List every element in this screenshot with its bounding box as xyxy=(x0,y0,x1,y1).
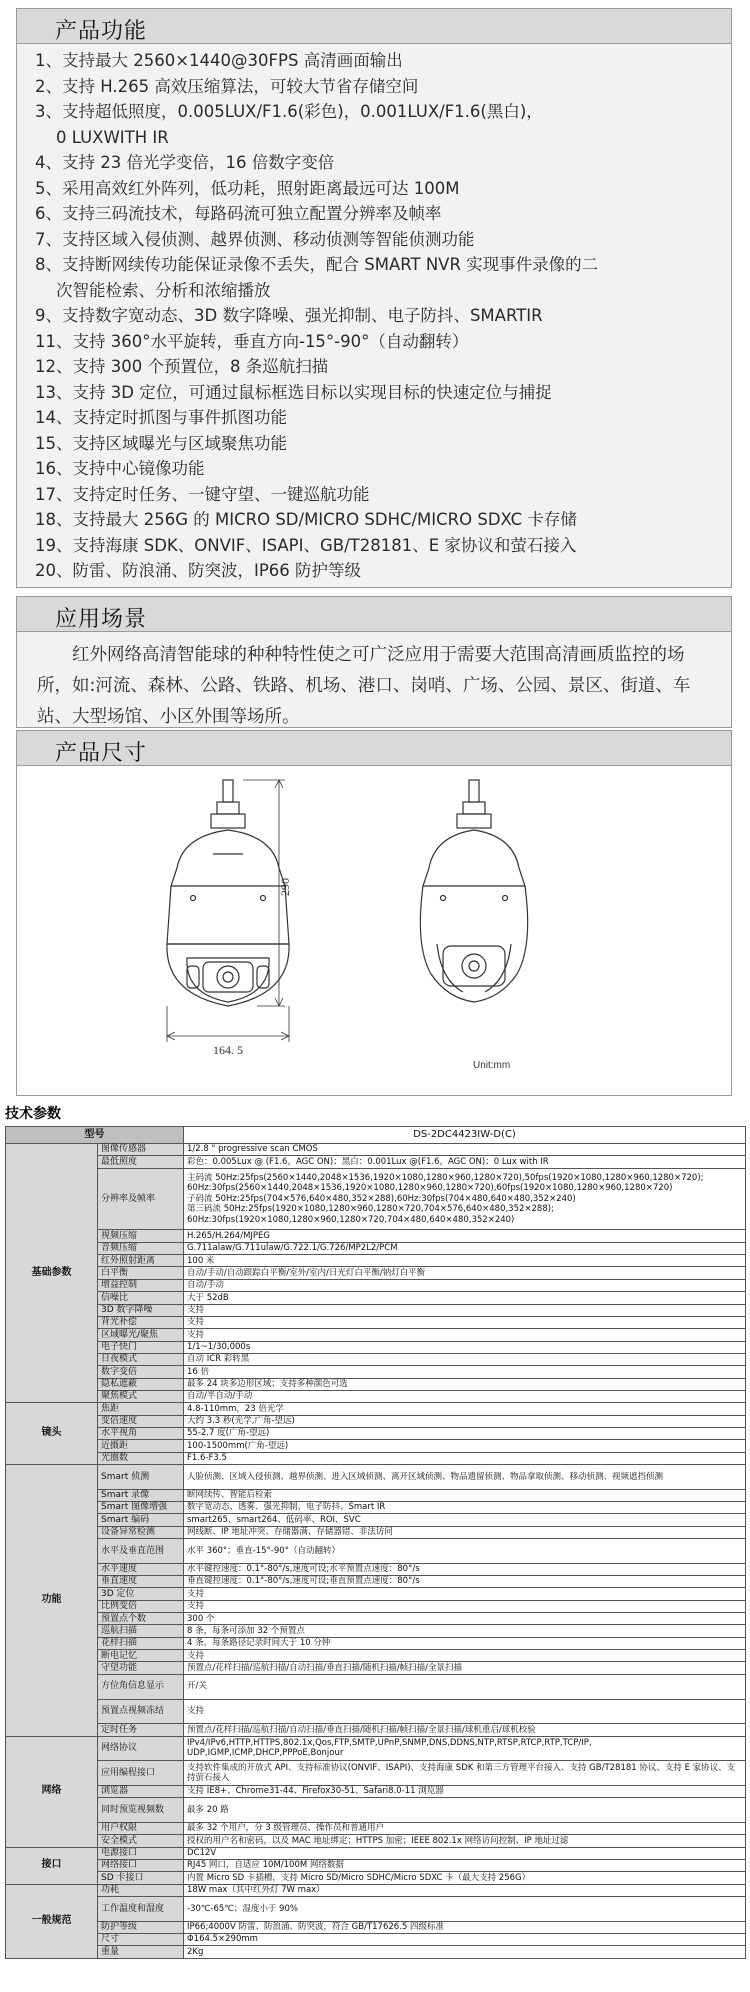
spec-param-name: 聚焦模式 xyxy=(98,1390,184,1402)
spec-param-name: 定时任务 xyxy=(98,1724,184,1736)
spec-row xyxy=(6,1415,746,1427)
spec-param-value: 预置点/花样扫描/巡航扫描/自动扫描/垂直扫描/随机扫描/帧扫描/全景扫描/球机重启/球机校验 xyxy=(184,1724,746,1736)
spec-param-name: 电子快门 xyxy=(98,1341,184,1353)
spec-row xyxy=(6,1539,746,1564)
spec-param-name: 音频压缩 xyxy=(98,1242,184,1254)
spec-row xyxy=(6,1502,746,1514)
spec-param-value: 垂直键控速度：0.1°-80°/s,速度可设;垂直预置点速度：80°/s xyxy=(184,1576,746,1588)
spec-row xyxy=(6,1625,746,1637)
spec-param-name: 电源接口 xyxy=(98,1847,184,1859)
spec-row xyxy=(6,1613,746,1625)
spec-row xyxy=(6,1366,746,1378)
spec-row xyxy=(6,1736,746,1761)
feature-item: 18、支持最大 256G 的 MICRO SD/MICRO SDHC/MICRO SDXC 卡存储 xyxy=(35,510,577,529)
width-dimension-line xyxy=(167,1006,289,1042)
spec-row xyxy=(6,1526,746,1538)
spec-param-name: 巡航扫描 xyxy=(98,1625,184,1637)
spec-row xyxy=(6,1847,746,1859)
dimensions-title: 产品尺寸 xyxy=(55,741,148,766)
spec-param-name: 花样扫描 xyxy=(98,1637,184,1649)
spec-param-name: 预置点视频冻结 xyxy=(98,1699,184,1724)
spec-row xyxy=(6,1304,746,1316)
spec-category: 基础参数 xyxy=(6,1144,98,1403)
spec-param-value: 2Kg xyxy=(184,1946,746,1958)
side-view-camera xyxy=(420,780,527,1002)
spec-param-name: 设备异常检测 xyxy=(98,1526,184,1538)
scenarios-panel xyxy=(16,632,732,728)
feature-item: 6、支持三码流技术，每路码流可独立配置分辨率及帧率 xyxy=(35,204,442,223)
spec-param-value: 4 条，每条路径记录时间大于 10 分钟 xyxy=(184,1637,746,1649)
spec-param-value: 8 条，每条可添加 32 个预置点 xyxy=(184,1625,746,1637)
feature-item: 4、支持 23 倍光学变倍，16 倍数字变倍 xyxy=(35,153,335,172)
spec-param-name: 白平衡 xyxy=(98,1267,184,1279)
spec-param-name: 垂直速度 xyxy=(98,1576,184,1588)
features-panel xyxy=(16,44,732,588)
spec-param-name: 用户权限 xyxy=(98,1822,184,1834)
spec-param-value: 人脸侦测、区域入侵侦测、越界侦测、进入区域侦测、离开区域侦测、物品遗留侦测、物品拿取侦测、移动侦测、视频遮挡侦测 xyxy=(184,1464,746,1489)
spec-row xyxy=(6,1637,746,1649)
spec-param-value: 水平键控速度：0.1°-80°/s,速度可设;水平预置点速度：80°/s xyxy=(184,1563,746,1575)
spec-param-value: 自动/手动 xyxy=(184,1279,746,1291)
spec-param-name: 视频压缩 xyxy=(98,1230,184,1242)
height-label: 290 xyxy=(278,878,292,896)
spec-row xyxy=(6,1440,746,1452)
spec-param-name: 变倍速度 xyxy=(98,1415,184,1427)
features-header xyxy=(16,8,732,44)
feature-item: 20、防雷、防浪涌、防突波，IP66 防护等级 xyxy=(35,561,362,580)
spec-param-name: 水平速度 xyxy=(98,1563,184,1575)
spec-row xyxy=(6,1255,746,1267)
spec-row xyxy=(6,1921,746,1933)
spec-param-name: 隐私遮蔽 xyxy=(98,1378,184,1390)
spec-param-value: IPv4/IPv6,HTTP,HTTPS,802.1x,Qos,FTP,SMTP,UPnP,SNMP,DNS,DDNS,NTP,RTSP,RTCP,RTP,TCP/IP, UDP,IGMP,ICMP,DHCP,PPPoE,Bonjour xyxy=(184,1736,746,1761)
scenarios-title: 应用场景 xyxy=(55,607,148,632)
spec-row xyxy=(6,1600,746,1612)
spec-param-value: H.265/H.264/MJPEG xyxy=(184,1230,746,1242)
feature-item: 5、采用高效红外阵列，低功耗，照射距离最远可达 100M xyxy=(35,178,460,198)
feature-item: 2、支持 H.265 高效压缩算法，可较大节省存储空间 xyxy=(35,76,419,96)
spec-row xyxy=(6,1316,746,1328)
spec-row xyxy=(6,1292,746,1304)
spec-param-value: F1.6-F3.5 xyxy=(184,1452,746,1464)
spec-row xyxy=(6,1835,746,1847)
spec-param-name: Smart 侦测 xyxy=(98,1464,184,1489)
spec-row xyxy=(6,1897,746,1922)
spec-param-name: 安全模式 xyxy=(98,1835,184,1847)
spec-row xyxy=(6,1242,746,1254)
spec-param-value: 大于 52dB xyxy=(184,1292,746,1304)
spec-row xyxy=(6,1650,746,1662)
spec-param-name: 3D 数字降噪 xyxy=(98,1304,184,1316)
specs-title: 技术参数 xyxy=(5,1106,61,1122)
spec-row xyxy=(6,1403,746,1415)
spec-row xyxy=(6,1452,746,1464)
spec-row xyxy=(6,1884,746,1896)
spec-param-name: 工作温度和湿度 xyxy=(98,1897,184,1922)
spec-param-value: 100 米 xyxy=(184,1255,746,1267)
specs-table xyxy=(5,1126,746,1959)
spec-param-value: -30℃-65℃；湿度小于 90% xyxy=(184,1897,746,1922)
spec-param-name: 重量 xyxy=(98,1946,184,1958)
feature-item: 17、支持定时任务、一键守望、一键巡航功能 xyxy=(35,484,370,504)
spec-row xyxy=(6,1353,746,1365)
spec-param-name: 浏览器 xyxy=(98,1785,184,1797)
feature-item: 9、支持数字宽动态、3D 数字降噪、强光抑制、电子防抖、SMARTIR xyxy=(35,306,543,325)
spec-param-value: 支持 IE8+、Chrome31-44、Firefox30-51、Safari8.0-11 浏览器 xyxy=(184,1785,746,1797)
spec-param-value: 支持 xyxy=(184,1600,746,1612)
spec-param-name: 最低照度 xyxy=(98,1156,184,1168)
spec-param-name: 网络协议 xyxy=(98,1736,184,1761)
spec-param-name: 水平及垂直范围 xyxy=(98,1539,184,1564)
spec-row xyxy=(6,1156,746,1168)
spec-row xyxy=(6,1724,746,1736)
spec-param-value: 最多 20 路 xyxy=(184,1798,746,1823)
spec-param-name: 区域曝光/聚焦 xyxy=(98,1329,184,1341)
spec-param-value: 网线断、IP 地址冲突、存储器满、存储器错、非法访问 xyxy=(184,1526,746,1538)
spec-row xyxy=(6,1588,746,1600)
spec-param-value: 支持 xyxy=(184,1650,746,1662)
spec-param-name: Smart 图像增强 xyxy=(98,1502,184,1514)
spec-row xyxy=(6,1464,746,1489)
spec-param-value: 55-2.7 度(广角-望远) xyxy=(184,1427,746,1439)
spec-param-value: 支持 xyxy=(184,1588,746,1600)
spec-param-name: 水平视角 xyxy=(98,1427,184,1439)
dimension-drawing xyxy=(17,766,733,1096)
spec-category: 接口 xyxy=(6,1847,98,1884)
spec-param-value: 100-1500mm(广角-望远) xyxy=(184,1440,746,1452)
spec-row xyxy=(6,1662,746,1674)
spec-row xyxy=(6,1859,746,1871)
feature-item: 8、支持断网续传功能保证录像不丢失，配合 SMART NVR 实现事件录像的二 次智能检索、分析和浓缩播放 xyxy=(35,255,599,300)
model-value: DS-2DC4423IW-D(C) xyxy=(184,1127,746,1144)
scenarios-header xyxy=(16,596,732,632)
spec-category: 网络 xyxy=(6,1736,98,1847)
spec-param-name: 分辨率及帧率 xyxy=(98,1168,184,1230)
spec-param-value: 断网续传、智能后检索 xyxy=(184,1489,746,1501)
spec-row xyxy=(6,1168,746,1230)
spec-row xyxy=(6,1798,746,1823)
spec-row xyxy=(6,1267,746,1279)
feature-item: 16、支持中心镜像功能 xyxy=(35,459,205,478)
spec-param-name: 红外照射距离 xyxy=(98,1255,184,1267)
spec-param-value: RJ45 网口，自适应 10M/100M 网络数据 xyxy=(184,1859,746,1871)
feature-item: 19、支持海康 SDK、ONVIF、ISAPI、GB/T28181、E 家协议和萤石接入 xyxy=(35,535,577,555)
spec-param-name: Smart 录像 xyxy=(98,1489,184,1501)
spec-param-name: 图像传感器 xyxy=(98,1144,184,1156)
spec-param-name: 背光补偿 xyxy=(98,1316,184,1328)
spec-param-value: 自动 ICR 彩转黑 xyxy=(184,1353,746,1365)
spec-row xyxy=(6,1390,746,1402)
spec-row xyxy=(6,1761,746,1786)
spec-row xyxy=(6,1489,746,1501)
spec-param-value: 4.8-110mm，23 倍光学 xyxy=(184,1403,746,1415)
spec-param-name: 数字变倍 xyxy=(98,1366,184,1378)
spec-row xyxy=(6,1872,746,1884)
spec-param-name: 同时预览视频数 xyxy=(98,1798,184,1823)
feature-item: 1、支持最大 2560×1440@30FPS 高清画面输出 xyxy=(35,51,403,70)
spec-param-value: 主码流 50Hz:25fps(2560×1440,2048×1536,1920×1080,1280×960,1280×720),50fps(1920×1080,1280×960,1280×720); 60Hz:30fps(2560×1440,2048×1536,1920×1080,1280×960,1280×720),60fps(1920×1080,1280×960,1280×720) 子码流 50Hz:25fps(704×576,640×480,352×288),60Hz:30fps(704×480,640×480,352×240) 第三码流 50Hz:25fps(1920×1080,1280×960,1280×720,704×576,640×480,352×288); 60Hz:30fps(1920×1080,1280×960,1280×720,704×480,640×480,352×240) xyxy=(184,1168,746,1230)
spec-row xyxy=(6,1563,746,1575)
width-label: 164. 5 xyxy=(213,1043,243,1057)
spec-param-name: 增益控制 xyxy=(98,1279,184,1291)
spec-row xyxy=(6,1514,746,1526)
spec-param-name: Smart 编码 xyxy=(98,1514,184,1526)
spec-param-name: 焦距 xyxy=(98,1403,184,1415)
dimensions-panel xyxy=(16,766,732,1096)
spec-param-name: 信噪比 xyxy=(98,1292,184,1304)
spec-row xyxy=(6,1822,746,1834)
spec-param-name: 守望功能 xyxy=(98,1662,184,1674)
spec-category: 功能 xyxy=(6,1464,98,1736)
spec-row xyxy=(6,1576,746,1588)
spec-param-name: 比例变倍 xyxy=(98,1600,184,1612)
front-view-camera xyxy=(167,780,289,1006)
spec-param-value: 支持 xyxy=(184,1329,746,1341)
spec-param-name: 应用编程接口 xyxy=(98,1761,184,1786)
features-list xyxy=(17,44,731,584)
spec-param-value: 预置点/花样扫描/巡航扫描/自动扫描/垂直扫描/随机扫描/帧扫描/全景扫描 xyxy=(184,1662,746,1674)
spec-param-value: 支持 xyxy=(184,1316,746,1328)
spec-row xyxy=(6,1427,746,1439)
spec-param-value: 16 倍 xyxy=(184,1366,746,1378)
spec-param-value: 彩色：0.005Lux @ (F1.6，AGC ON)；黑白：0.001Lux @(F1.6，AGC ON)；0 Lux with IR xyxy=(184,1156,746,1168)
spec-param-name: 日夜模式 xyxy=(98,1353,184,1365)
spec-row xyxy=(6,1785,746,1797)
spec-param-value: DC12V xyxy=(184,1847,746,1859)
unit-label: Unit:mm xyxy=(473,1060,511,1071)
spec-param-value: 最多 24 块多边形区域；支持多种颜色可选 xyxy=(184,1378,746,1390)
spec-category: 镜头 xyxy=(6,1403,98,1465)
spec-param-value: 水平 360°；垂直-15°-90°（自动翻转） xyxy=(184,1539,746,1564)
spec-param-name: 预置点个数 xyxy=(98,1613,184,1625)
spec-row xyxy=(6,1378,746,1390)
spec-row xyxy=(6,1329,746,1341)
spec-category: 一般规范 xyxy=(6,1884,98,1958)
spec-row xyxy=(6,1341,746,1353)
spec-param-value: 支持 xyxy=(184,1699,746,1724)
spec-row xyxy=(6,1279,746,1291)
spec-param-value: 1/1~1/30,000s xyxy=(184,1341,746,1353)
spec-row xyxy=(6,1699,746,1724)
spec-param-name: 网络接口 xyxy=(98,1859,184,1871)
model-label: 型号 xyxy=(6,1127,184,1144)
spec-param-value: 1/2.8 " progressive scan CMOS xyxy=(184,1144,746,1156)
spec-param-name: 3D 定位 xyxy=(98,1588,184,1600)
spec-param-value: 数字宽动态、透雾、强光抑制、电子防抖、Smart IR xyxy=(184,1502,746,1514)
spec-param-value: smart265、smart264、低码率、ROI、SVC xyxy=(184,1514,746,1526)
spec-row xyxy=(6,1144,746,1156)
dimensions-header xyxy=(16,730,732,766)
feature-item: 15、支持区域曝光与区域聚焦功能 xyxy=(35,433,287,453)
spec-param-value: 授权的用户名和密码，以及 MAC 地址绑定；HTTPS 加密；IEEE 802.1x 网络访问控制、IP 地址过滤 xyxy=(184,1835,746,1847)
spec-param-name: 尺寸 xyxy=(98,1934,184,1946)
spec-param-name: 近摄距 xyxy=(98,1440,184,1452)
spec-param-value: 18W max（其中红外灯 7W max） xyxy=(184,1884,746,1896)
spec-param-name: 方位角信息显示 xyxy=(98,1674,184,1699)
spec-param-value: 300 个 xyxy=(184,1613,746,1625)
spec-param-value: 大约 3.3 秒(光学,广角-望远) xyxy=(184,1415,746,1427)
spec-param-value: 开/关 xyxy=(184,1674,746,1699)
feature-item: 7、支持区域入侵侦测、越界侦测、移动侦测等智能侦测功能 xyxy=(35,229,475,249)
spec-row xyxy=(6,1946,746,1958)
spec-row xyxy=(6,1230,746,1242)
spec-param-name: 断电记忆 xyxy=(98,1650,184,1662)
spec-param-value: 支持 xyxy=(184,1304,746,1316)
feature-item: 12、支持 300 个预置位，8 条巡航扫描 xyxy=(35,357,329,376)
spec-param-value: 内置 Micro SD 卡插槽，支持 Micro SD/Micro SDHC/Micro SDXC 卡（最大支持 256G） xyxy=(184,1872,746,1884)
spec-row xyxy=(6,1934,746,1946)
spec-param-value: 最多 32 个用户，分 3 级管理员、操作员和普通用户 xyxy=(184,1822,746,1834)
spec-param-name: SD 卡接口 xyxy=(98,1872,184,1884)
spec-param-name: 防护等级 xyxy=(98,1921,184,1933)
spec-param-value: 自动/半自动/手动 xyxy=(184,1390,746,1402)
model-row xyxy=(6,1127,746,1144)
spec-param-value: IP66;4000V 防雷、防浪涌、防突波，符合 GB/T17626.5 四级标准 xyxy=(184,1921,746,1933)
feature-item: 13、支持 3D 定位，可通过鼠标框选目标以实现目标的快速定位与捕捉 xyxy=(35,382,552,402)
spec-row xyxy=(6,1674,746,1699)
features-title: 产品功能 xyxy=(55,19,148,44)
feature-item: 11、支持 360°水平旋转，垂直方向-15°-90°（自动翻转） xyxy=(35,331,469,351)
spec-param-name: 光圈数 xyxy=(98,1452,184,1464)
spec-param-value: Φ164.5×290mm xyxy=(184,1934,746,1946)
feature-item: 3、支持超低照度，0.005LUX/F1.6(彩色)，0.001LUX/F1.6(黑白)， 0 LUXWITH IR xyxy=(35,102,543,147)
spec-param-value: 支持软件集成的开放式 API、支持标准协议(ONVIF、ISAPI)、支持海康 SDK 和第三方管理平台接入、支持 GB/T28181 协议、支持 E 家协议、支持萤石接入 xyxy=(184,1761,746,1786)
spec-param-value: 自动/手动/自动跟踪白平衡/室外/室内/日光灯白平衡/钠灯白平衡 xyxy=(184,1267,746,1279)
spec-param-value: G.711alaw/G.711ulaw/G.722.1/G.726/MP2L2/PCM xyxy=(184,1242,746,1254)
feature-item: 14、支持定时抓图与事件抓图功能 xyxy=(35,408,287,427)
scenarios-text: 红外网络高清智能球的种种特性使之可广泛应用于需要大范围高清画质监控的场所，如:河流、森林、公路、铁路、机场、港口、岗哨、广场、公园、景区、街道、车站、大型场馆、小区外围等场所。 xyxy=(37,645,691,727)
spec-param-name: 功耗 xyxy=(98,1884,184,1896)
